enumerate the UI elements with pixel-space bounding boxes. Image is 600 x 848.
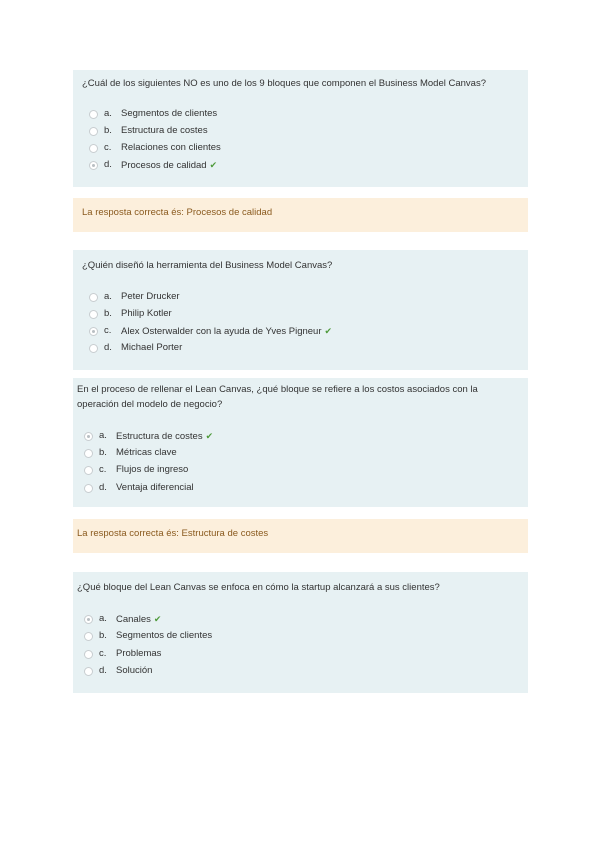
- feedback-box-3: [73, 519, 528, 553]
- option-letter: d.: [99, 482, 107, 493]
- radio-button[interactable]: [84, 650, 93, 659]
- option-letter: d.: [104, 159, 112, 170]
- question-card-2: [73, 250, 528, 370]
- option-text-wrap: [121, 324, 332, 339]
- feedback-box-1: [73, 198, 528, 232]
- feedback-text: La resposta correcta és: Procesos de calidad: [82, 207, 273, 218]
- check-icon: ✔: [324, 326, 333, 336]
- radio-button[interactable]: [89, 293, 98, 302]
- question-text-line-2: operación del modelo de negocio?: [77, 399, 223, 410]
- option-text: Estructura de costes: [116, 431, 203, 442]
- option-letter: c.: [104, 142, 112, 153]
- option-letter: b.: [104, 125, 112, 136]
- option-text: Solución: [116, 665, 153, 676]
- radio-button[interactable]: [89, 344, 98, 353]
- question-card-4: [73, 572, 528, 693]
- option-letter: b.: [99, 447, 107, 458]
- option-text: Flujos de ingreso: [116, 464, 189, 475]
- check-icon: ✔: [205, 431, 214, 441]
- option-text: Canales: [116, 614, 151, 625]
- question-text: ¿Qué bloque del Lean Canvas se enfoca en cómo la startup alcanzará a sus clientes?: [77, 582, 440, 593]
- option-letter: c.: [99, 464, 107, 475]
- radio-button[interactable]: [89, 127, 98, 136]
- option-text: Segmentos de clientes: [116, 630, 213, 641]
- option-text-wrap: [121, 158, 217, 173]
- question-text: ¿Cuál de los siguientes NO es uno de los 9 bloques que componen el Business Model Canvas?: [82, 78, 486, 89]
- option-letter: b.: [104, 308, 112, 319]
- option-text: Métricas clave: [116, 447, 177, 458]
- option-text: Michael Porter: [121, 342, 183, 353]
- check-icon: ✔: [209, 160, 218, 170]
- question-text: ¿Quién diseñó la herramienta del Business Model Canvas?: [82, 260, 333, 271]
- option-letter: a.: [104, 291, 112, 302]
- question-text-line-1: En el proceso de rellenar el Lean Canvas, ¿qué bloque se refiere a los costos asociados con la: [77, 384, 478, 395]
- question-card-3: [73, 378, 528, 507]
- option-text: Philip Kotler: [121, 308, 172, 319]
- option-text: Alex Osterwalder con la ayuda de Yves Pigneur: [121, 326, 322, 337]
- option-text: Estructura de costes: [121, 125, 208, 136]
- feedback-text: La resposta correcta és: Estructura de costes: [77, 528, 269, 539]
- radio-button-selected[interactable]: [89, 327, 98, 336]
- option-text-wrap: [116, 429, 213, 444]
- option-letter: b.: [99, 630, 107, 641]
- radio-button-selected[interactable]: [84, 615, 93, 624]
- option-letter: d.: [99, 665, 107, 676]
- radio-button[interactable]: [89, 110, 98, 119]
- radio-button[interactable]: [84, 484, 93, 493]
- radio-button-selected[interactable]: [89, 161, 98, 170]
- option-letter: c.: [104, 325, 112, 336]
- question-card-1: [73, 70, 528, 187]
- radio-button[interactable]: [89, 144, 98, 153]
- option-text: Procesos de calidad: [121, 160, 207, 171]
- radio-button[interactable]: [84, 466, 93, 475]
- question-text: [77, 382, 478, 412]
- option-text: Ventaja diferencial: [116, 482, 194, 493]
- option-letter: c.: [99, 648, 107, 659]
- option-text: Peter Drucker: [121, 291, 180, 302]
- option-letter: a.: [99, 613, 107, 624]
- radio-button-selected[interactable]: [84, 432, 93, 441]
- check-icon: ✔: [153, 614, 162, 624]
- radio-button[interactable]: [84, 449, 93, 458]
- option-letter: a.: [99, 430, 107, 441]
- option-text: Relaciones con clientes: [121, 142, 221, 153]
- option-text-wrap: [116, 612, 161, 627]
- option-letter: d.: [104, 342, 112, 353]
- radio-button[interactable]: [84, 632, 93, 641]
- option-text: Problemas: [116, 648, 162, 659]
- radio-button[interactable]: [84, 667, 93, 676]
- option-letter: a.: [104, 108, 112, 119]
- radio-button[interactable]: [89, 310, 98, 319]
- option-text: Segmentos de clientes: [121, 108, 218, 119]
